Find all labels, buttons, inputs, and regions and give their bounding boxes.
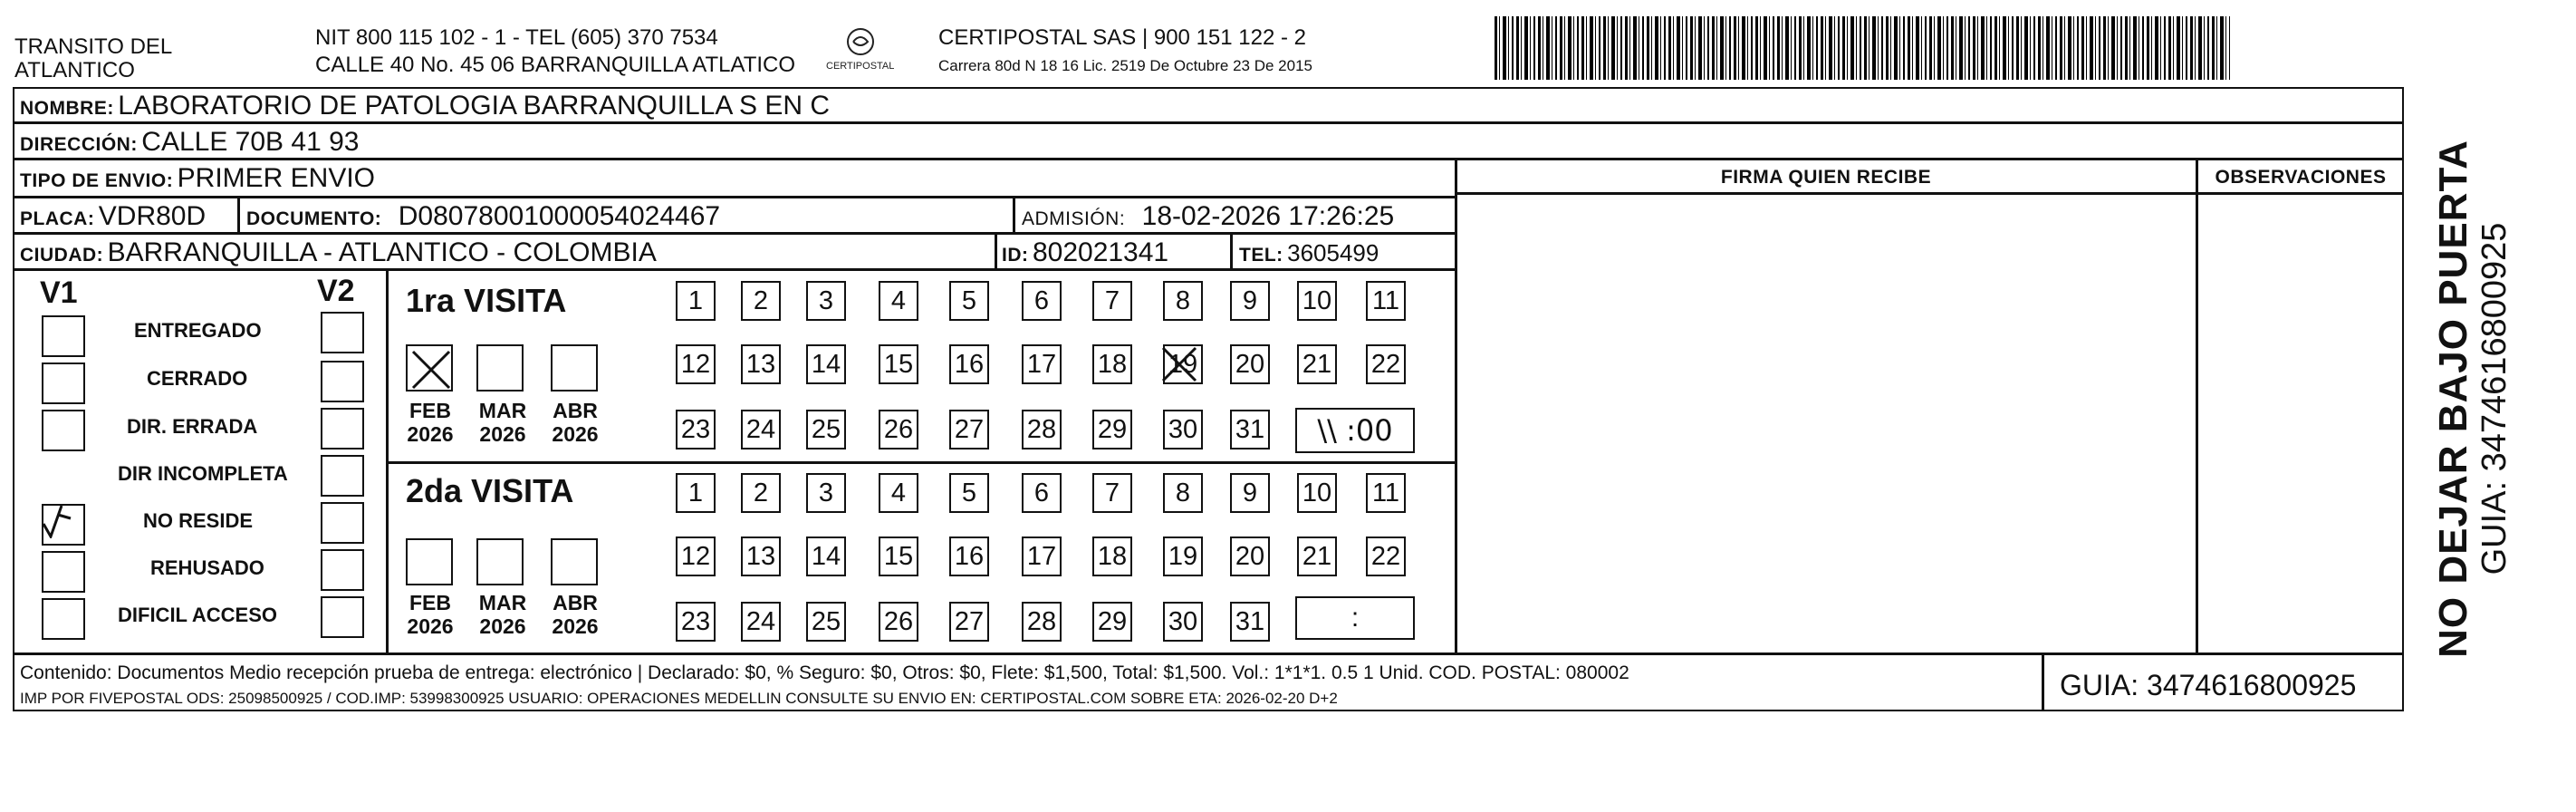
direccion-value: CALLE 70B 41 93 xyxy=(141,127,360,157)
v1-checkbox-entregado[interactable] xyxy=(42,315,85,357)
first-visit-day-28[interactable]: 28 xyxy=(1022,410,1062,450)
second-visit-day-21[interactable]: 21 xyxy=(1297,536,1337,576)
issuer-line2: ATLANTICO xyxy=(14,58,135,82)
first-visit-day-23[interactable]: 23 xyxy=(676,410,716,450)
first-visit-month-feb: FEB 2026 xyxy=(407,399,454,447)
checkmark-icon xyxy=(38,497,82,538)
first-visit-day-16[interactable]: 16 xyxy=(949,344,989,384)
second-visit-day-4[interactable]: 4 xyxy=(879,473,918,513)
v2-checkbox-dificil-acceso[interactable] xyxy=(321,596,364,638)
footer-imp: IMP POR FIVEPOSTAL ODS: 25098500925 / COD.IMP: 53998300925 USUARIO: OPERACIONES MEDELLIN CONSULTE SU ENVIO EN: CERTIPOSTAL.COM SOBRE ETA: 2026-02-20 D+2 xyxy=(20,690,1338,707)
admision-label: ADMISIÓN: xyxy=(1022,208,1126,229)
first-visit-day-27[interactable]: 27 xyxy=(949,410,989,450)
v1-checkbox-dificil-acceso[interactable] xyxy=(42,598,85,640)
first-visit-day-25[interactable]: 25 xyxy=(806,410,846,450)
v1-checkbox-cerrado[interactable] xyxy=(42,362,85,404)
footer-contenido: Contenido: Documentos Medio recepción prueba de entrega: electrónico | Declarado: $0, % Seguro: $0, Otros: $0, Flete: $1,500, Total: $1,500. Vol.: 1*1*1. 0.5 1 Unid. COD. POSTAL: 080002 xyxy=(20,662,1629,683)
option-cerrado: CERRADO xyxy=(147,367,248,390)
first-visit-day-4[interactable]: 4 xyxy=(879,281,918,321)
second-visit-day-16[interactable]: 16 xyxy=(949,536,989,576)
second-visit-day-30[interactable]: 30 xyxy=(1163,602,1203,642)
v1-label: V1 xyxy=(40,276,78,310)
first-visit-day-19[interactable]: 19 xyxy=(1163,344,1203,384)
ciudad-label: CIUDAD: xyxy=(20,245,104,266)
first-visit-day-10[interactable]: 10 xyxy=(1297,281,1337,321)
observaciones-header: OBSERVACIONES xyxy=(2215,167,2387,188)
second-visit-day-9[interactable]: 9 xyxy=(1230,473,1270,513)
first-visit-day-20[interactable]: 20 xyxy=(1230,344,1270,384)
second-visit-day-1[interactable]: 1 xyxy=(676,473,716,513)
second-visit-day-25[interactable]: 25 xyxy=(806,602,846,642)
first-visit-day-17[interactable]: 17 xyxy=(1022,344,1062,384)
second-visit-day-15[interactable]: 15 xyxy=(879,536,918,576)
second-visit-day-23[interactable]: 23 xyxy=(676,602,716,642)
second-visit-day-17[interactable]: 17 xyxy=(1022,536,1062,576)
second-visit-day-12[interactable]: 12 xyxy=(676,536,716,576)
first-visit-day-31[interactable]: 31 xyxy=(1230,410,1270,450)
v1-checkbox-no-reside[interactable] xyxy=(42,504,85,546)
first-visit-day-14[interactable]: 14 xyxy=(806,344,846,384)
direccion-field xyxy=(20,129,359,156)
v1-checkbox-dir-errada[interactable] xyxy=(42,410,85,451)
footer-guia: GUIA: 3474616800925 xyxy=(2060,669,2357,701)
second-visit-month-abr: ABR 2026 xyxy=(552,591,599,639)
placa-label: PLACA: xyxy=(20,208,95,229)
first-visit-day-13[interactable]: 13 xyxy=(741,344,781,384)
second-visit-day-2[interactable]: 2 xyxy=(741,473,781,513)
first-visit-month-abr: ABR 2026 xyxy=(552,399,599,447)
nombre-value: LABORATORIO DE PATOLOGIA BARRANQUILLA S EN C xyxy=(118,91,831,121)
tel-value: 3605499 xyxy=(1287,239,1379,266)
second-visit-day-28[interactable]: 28 xyxy=(1022,602,1062,642)
v2-checkbox-entregado[interactable] xyxy=(321,312,364,353)
tipo-envio-value: PRIMER ENVIO xyxy=(177,163,376,193)
documento-field xyxy=(246,203,720,230)
first-visit-month-mar-box[interactable] xyxy=(476,344,524,392)
second-visit-day-14[interactable]: 14 xyxy=(806,536,846,576)
second-visit-day-26[interactable]: 26 xyxy=(879,602,918,642)
certipostal-logo xyxy=(824,22,924,76)
barcode xyxy=(1495,16,2230,80)
second-visit-day-3[interactable]: 3 xyxy=(806,473,846,513)
option-no-reside: NO RESIDE xyxy=(143,509,254,532)
first-visit-day-24[interactable]: 24 xyxy=(741,410,781,450)
direccion-label: DIRECCIÓN: xyxy=(20,134,138,155)
second-visit-day-20[interactable]: 20 xyxy=(1230,536,1270,576)
cross-mark-icon xyxy=(1159,344,1199,384)
company-name: CERTIPOSTAL SAS | 900 151 122 - 2 xyxy=(938,25,1306,50)
admision-field xyxy=(1022,203,1394,230)
option-entregado: ENTREGADO xyxy=(134,319,262,342)
second-visit-day-18[interactable]: 18 xyxy=(1092,536,1132,576)
first-visit-month-mar: MAR 2026 xyxy=(478,399,527,447)
first-visit-day-22[interactable]: 22 xyxy=(1366,344,1406,384)
ciudad-field xyxy=(20,239,657,266)
second-visit-day-5[interactable]: 5 xyxy=(949,473,989,513)
side-warning: NO DEJAR BAJO PUERTA xyxy=(2431,140,2475,658)
admision-value: 18-02-2026 17:26:25 xyxy=(1141,201,1395,231)
issuer-line1: TRANSITO DEL xyxy=(14,34,173,59)
first-visit-title: 1ra VISITA xyxy=(406,282,567,319)
v2-label: V2 xyxy=(317,274,355,308)
nombre-label: NOMBRE: xyxy=(20,98,114,119)
documento-label: DOCUMENTO: xyxy=(246,208,382,229)
second-visit-month-feb: FEB 2026 xyxy=(407,591,454,639)
tel-label: TEL: xyxy=(1239,245,1283,266)
first-visit-day-21[interactable]: 21 xyxy=(1297,344,1337,384)
second-visit-month-mar-box[interactable] xyxy=(476,538,524,585)
first-visit-day-3[interactable]: 3 xyxy=(806,281,846,321)
second-visit-day-24[interactable]: 24 xyxy=(741,602,781,642)
company-license: Carrera 80d N 18 16 Lic. 2519 De Octubre 23 De 2015 xyxy=(938,57,1312,74)
second-visit-title: 2da VISITA xyxy=(406,472,574,509)
option-dificil-acceso: DIFICIL ACCESO xyxy=(118,604,278,626)
nombre-field xyxy=(20,92,830,120)
option-dir-errada: DIR. ERRADA xyxy=(127,415,258,438)
second-visit-month-abr-box[interactable] xyxy=(551,538,598,585)
option-rehusado: REHUSADO xyxy=(150,556,264,579)
first-visit-day-6[interactable]: 6 xyxy=(1022,281,1062,321)
v2-checkbox-no-reside[interactable] xyxy=(321,502,364,544)
tipo-envio-label: TIPO DE ENVIO: xyxy=(20,170,174,191)
issuer-nit: NIT 800 115 102 - 1 - TEL (605) 370 7534 xyxy=(315,25,718,50)
v2-checkbox-dir-incompleta[interactable] xyxy=(321,455,364,497)
tel-field xyxy=(1239,241,1379,265)
id-value: 802021341 xyxy=(1032,237,1169,267)
second-visit-day-13[interactable]: 13 xyxy=(741,536,781,576)
second-visit-day-19[interactable]: 19 xyxy=(1163,536,1203,576)
documento-value: D08078001000054024467 xyxy=(398,201,721,231)
second-visit-day-10[interactable]: 10 xyxy=(1297,473,1337,513)
id-field xyxy=(1002,239,1168,266)
second-visit-month-mar: MAR 2026 xyxy=(478,591,527,639)
svg-text:CERTIPOSTAL: CERTIPOSTAL xyxy=(826,61,895,72)
v2-checkbox-dir-errada[interactable] xyxy=(321,408,364,450)
second-visit-day-22[interactable]: 22 xyxy=(1366,536,1406,576)
second-visit-day-29[interactable]: 29 xyxy=(1092,602,1132,642)
v1-checkbox-rehusado[interactable] xyxy=(42,551,85,593)
second-visit-day-27[interactable]: 27 xyxy=(949,602,989,642)
v2-checkbox-rehusado[interactable] xyxy=(321,549,364,591)
first-visit-day-11[interactable]: 11 xyxy=(1366,281,1406,321)
second-visit-month-feb-box[interactable] xyxy=(406,538,453,585)
second-visit-day-8[interactable]: 8 xyxy=(1163,473,1203,513)
first-visit-month-abr-box[interactable] xyxy=(551,344,598,392)
ciudad-value: BARRANQUILLA - ATLANTICO - COLOMBIA xyxy=(107,237,657,267)
first-visit-day-30[interactable]: 30 xyxy=(1163,410,1203,450)
cross-mark-icon xyxy=(408,346,455,393)
option-dir-incompleta: DIR INCOMPLETA xyxy=(118,462,288,485)
first-visit-month-feb-box[interactable] xyxy=(406,344,453,392)
first-visit-day-15[interactable]: 15 xyxy=(879,344,918,384)
firma-header: FIRMA QUIEN RECIBE xyxy=(1720,167,1932,188)
first-visit-day-18[interactable]: 18 xyxy=(1092,344,1132,384)
placa-field xyxy=(20,203,206,230)
first-visit-day-1[interactable]: 1 xyxy=(676,281,716,321)
tipo-envio-field xyxy=(20,165,375,192)
first-visit-day-29[interactable]: 29 xyxy=(1092,410,1132,450)
second-visit-day-11[interactable]: 11 xyxy=(1366,473,1406,513)
second-visit-time-field[interactable]: : xyxy=(1295,596,1415,640)
first-visit-day-7[interactable]: 7 xyxy=(1092,281,1132,321)
second-visit-day-7[interactable]: 7 xyxy=(1092,473,1132,513)
id-label: ID: xyxy=(1002,245,1029,266)
v2-checkbox-cerrado[interactable] xyxy=(321,361,364,402)
first-visit-day-12[interactable]: 12 xyxy=(676,344,716,384)
first-visit-day-8[interactable]: 8 xyxy=(1163,281,1203,321)
placa-value: VDR80D xyxy=(98,201,207,231)
first-visit-day-2[interactable]: 2 xyxy=(741,281,781,321)
issuer-address: CALLE 40 No. 45 06 BARRANQUILLA ATLATICO xyxy=(315,53,796,77)
second-visit-day-31[interactable]: 31 xyxy=(1230,602,1270,642)
side-guia: GUIA: 3474616800925 xyxy=(2475,222,2514,575)
side-notice xyxy=(2409,87,2536,711)
first-visit-day-5[interactable]: 5 xyxy=(949,281,989,321)
first-visit-day-26[interactable]: 26 xyxy=(879,410,918,450)
first-visit-day-9[interactable]: 9 xyxy=(1230,281,1270,321)
first-visit-time-field[interactable]: \\ :00 xyxy=(1295,408,1415,453)
second-visit-day-6[interactable]: 6 xyxy=(1022,473,1062,513)
